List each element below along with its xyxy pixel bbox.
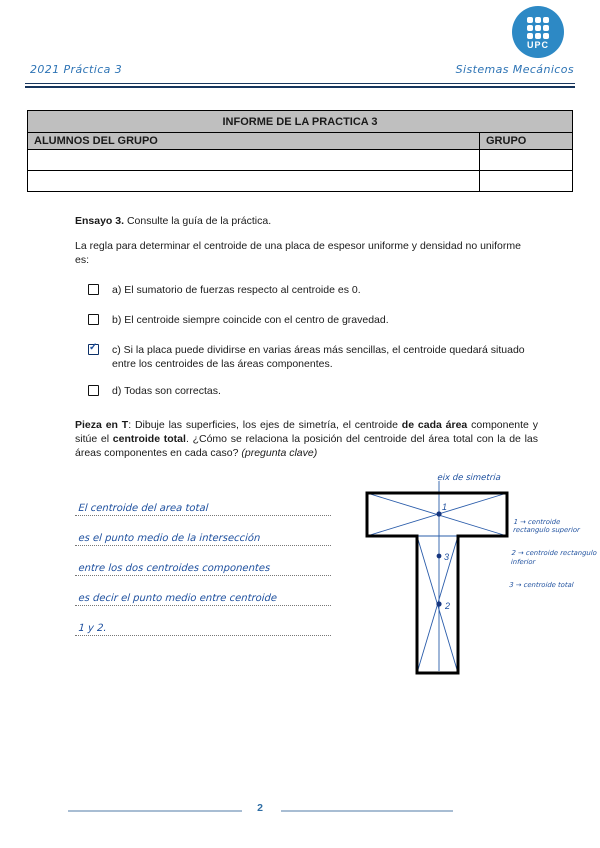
option-c xyxy=(88,343,533,371)
answer-line xyxy=(75,546,331,576)
column-header-group: GRUPO xyxy=(480,133,573,150)
table-row xyxy=(28,111,573,133)
table-row xyxy=(28,171,573,192)
footer-divider-right xyxy=(281,810,453,812)
handwritten-text: 1 y 2. xyxy=(78,623,107,634)
pieza-key-question: (pregunta clave) xyxy=(241,447,318,459)
point-1-label: 1 xyxy=(442,502,448,512)
answer-line xyxy=(75,516,331,546)
option-a-label: a) El sumatorio de fuerzas respecto al centroide es 0. xyxy=(112,284,361,296)
pieza-en-t-paragraph xyxy=(75,418,538,460)
pieza-bold3: centroide total xyxy=(112,433,186,445)
group-cell[interactable] xyxy=(480,150,573,171)
report-table xyxy=(27,110,573,192)
option-c-label: c) Si la placa puede dividirse en varias áreas más sencillas, el centroide quedará situado entre los centroides de las áreas componentes. xyxy=(112,344,525,370)
handwritten-answer-area[interactable] xyxy=(75,486,331,636)
answer-line xyxy=(75,606,331,636)
student-name-cell[interactable] xyxy=(28,171,480,192)
column-header-students: ALUMNOS DEL GRUPO xyxy=(28,133,480,150)
checkbox-d[interactable] xyxy=(88,385,99,396)
option-b xyxy=(88,313,533,327)
table-row xyxy=(28,150,573,171)
ensayo-intro xyxy=(75,214,535,228)
page-number: 2 xyxy=(257,802,263,814)
option-d-label: d) Todas son correctas. xyxy=(112,385,221,397)
pieza-seg3: . ¿Cómo se relaciona la posición del centroide del área total con la de las áreas componentes en cada caso? xyxy=(75,433,539,459)
pieza-seg2: componente y sitúe el xyxy=(75,419,538,445)
handwritten-text: es decir el punto medio entre centroide xyxy=(78,593,278,604)
centroid-total-dot xyxy=(437,554,442,559)
note-centroid-1: 1 → centroide rectangulo superior xyxy=(512,517,581,534)
centroid-1-dot xyxy=(436,511,441,516)
pieza-seg1: : Dibuje las superficies, los ejes de simetría, el centroide xyxy=(128,419,402,431)
footer-divider-left xyxy=(68,810,242,812)
upc-logo-text: UPC xyxy=(526,40,549,50)
upc-logo-dots-icon xyxy=(527,17,549,39)
symmetry-axis-label: eix de simetria xyxy=(437,473,502,483)
checkbox-a[interactable] xyxy=(88,284,99,295)
ensayo-intro-rest: Consulte la guía de la práctica. xyxy=(124,215,272,227)
option-b-label: b) El centroide siempre coincide con el centro de gravedad. xyxy=(112,314,389,326)
point-3-label: 3 xyxy=(444,552,450,562)
group-cell[interactable] xyxy=(480,171,573,192)
handwritten-text: El centroide del area total xyxy=(78,503,209,514)
answer-line xyxy=(75,486,331,516)
table-row xyxy=(28,133,573,150)
table-title: INFORME DE LA PRACTICA 3 xyxy=(28,111,573,133)
checkbox-b[interactable] xyxy=(88,314,99,325)
option-a xyxy=(88,283,533,297)
upc-logo xyxy=(512,6,564,58)
option-d xyxy=(88,384,533,398)
header-divider xyxy=(25,83,575,88)
handwritten-text: es el punto medio de la intersección xyxy=(78,533,261,544)
header-left-title: 2021 Práctica 3 xyxy=(30,63,123,76)
header-right-title: Sistemas Mecánicos xyxy=(455,63,574,76)
pieza-bold-title: Pieza en T xyxy=(75,419,129,431)
t-piece-figure xyxy=(365,472,600,687)
ensayo-intro-bold: Ensayo 3. xyxy=(75,215,125,227)
checkbox-c[interactable] xyxy=(88,344,99,355)
note-centroid-2: 2 → centroide rectangulo inferior xyxy=(510,549,598,566)
t-piece-drawing xyxy=(365,481,510,681)
question-text: La regla para determinar el centroide de una placa de espesor uniforme y densidad no uniforme es: xyxy=(75,240,521,266)
note-centroid-total: 3 → centroide total xyxy=(509,580,574,589)
answer-line xyxy=(75,576,331,606)
centroid-2-dot xyxy=(436,601,441,606)
student-name-cell[interactable] xyxy=(28,150,480,171)
pieza-bold2: de cada área xyxy=(401,419,468,431)
handwritten-text: entre los dos centroides componentes xyxy=(78,563,271,574)
figure-notes xyxy=(508,509,600,604)
point-2-label: 2 xyxy=(445,601,451,611)
